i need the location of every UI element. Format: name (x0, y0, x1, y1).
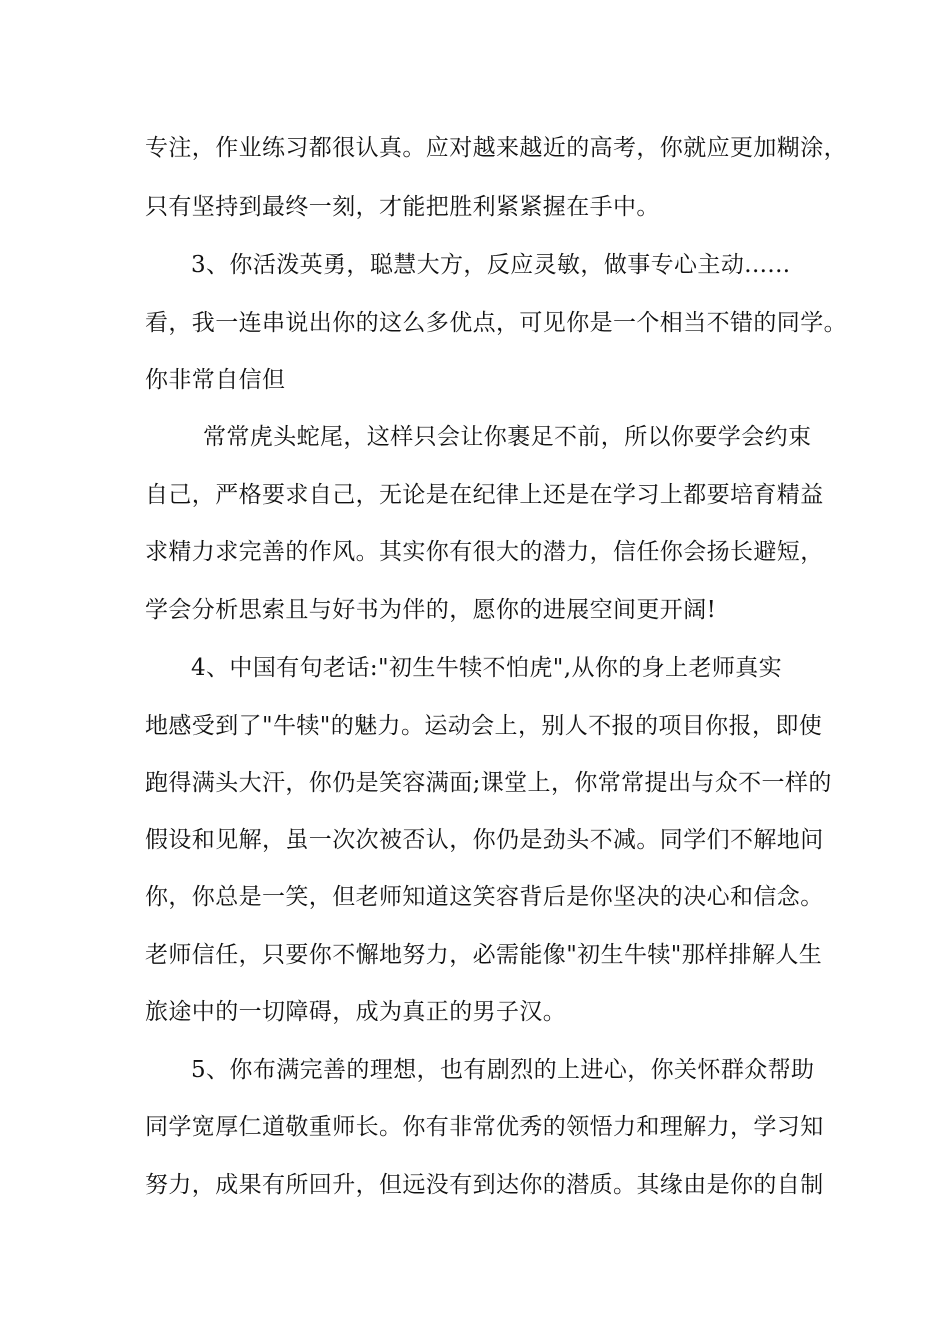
text-line-18: 同学宽厚仁道敬重师长。你有非常优秀的领悟力和理解力，学习知 (145, 1114, 824, 1140)
text-line-16: 旅途中的一切障碍，成为真正的男子汉。 (145, 999, 567, 1025)
text-line-11: 地感受到了"牛犊"的魅力。运动会上，别人不报的项目你报，即使 (145, 713, 823, 739)
text-line-14: 你，你总是一笑，但老师知道这笑容背后是你坚决的决心和信念。 (145, 884, 824, 910)
text-line-5: 你非常自信但 (145, 367, 286, 393)
text-line-13: 假设和见解，虽一次次被否认，你仍是劲头不减。同学们不解地问 (145, 827, 824, 853)
text-line-7: 自己，严格要求自己，无论是在纪律上还是在学习上都要培育精益 (145, 482, 824, 508)
text-line-9: 学会分析思索且与好书为伴的，愿你的进展空间更开阔! (145, 597, 717, 623)
text-line-3: 3、你活泼英勇，聪慧大方，反应灵敏，做事专心主动...... (191, 252, 791, 278)
text-line-19: 努力，成果有所回升，但远没有到达你的潜质。其缘由是你的自制 (145, 1172, 824, 1198)
text-line-8: 求精力求完善的作风。其实你有很大的潜力，信任你会扬长避短， (145, 539, 824, 565)
text-line-15: 老师信任，只要你不懈地努力，必需能像"初生牛犊"那样排解人生 (145, 942, 823, 968)
text-line-4: 看，我一连串说出你的这么多优点，可见你是一个相当不错的同学。 (145, 310, 847, 336)
text-line-10: 4、中国有句老话:"初生牛犊不怕虎",从你的身上老师真实 (191, 655, 783, 681)
text-line-12: 跑得满头大汗，你仍是笑容满面;课堂上，你常常提出与众不一样的 (145, 770, 832, 796)
text-line-2: 只有坚持到最终一刻，才能把胜利紧紧握在手中。 (145, 194, 660, 220)
text-line-17: 5、你布满完善的理想，也有剧烈的上进心，你关怀群众帮助 (191, 1057, 815, 1083)
text-line-6: 常常虎头蛇尾，这样只会让你裹足不前，所以你要学会约束 (203, 424, 812, 450)
text-line-1: 专注，作业练习都很认真。应对越来越近的高考，你就应更加糊涂， (145, 135, 847, 161)
